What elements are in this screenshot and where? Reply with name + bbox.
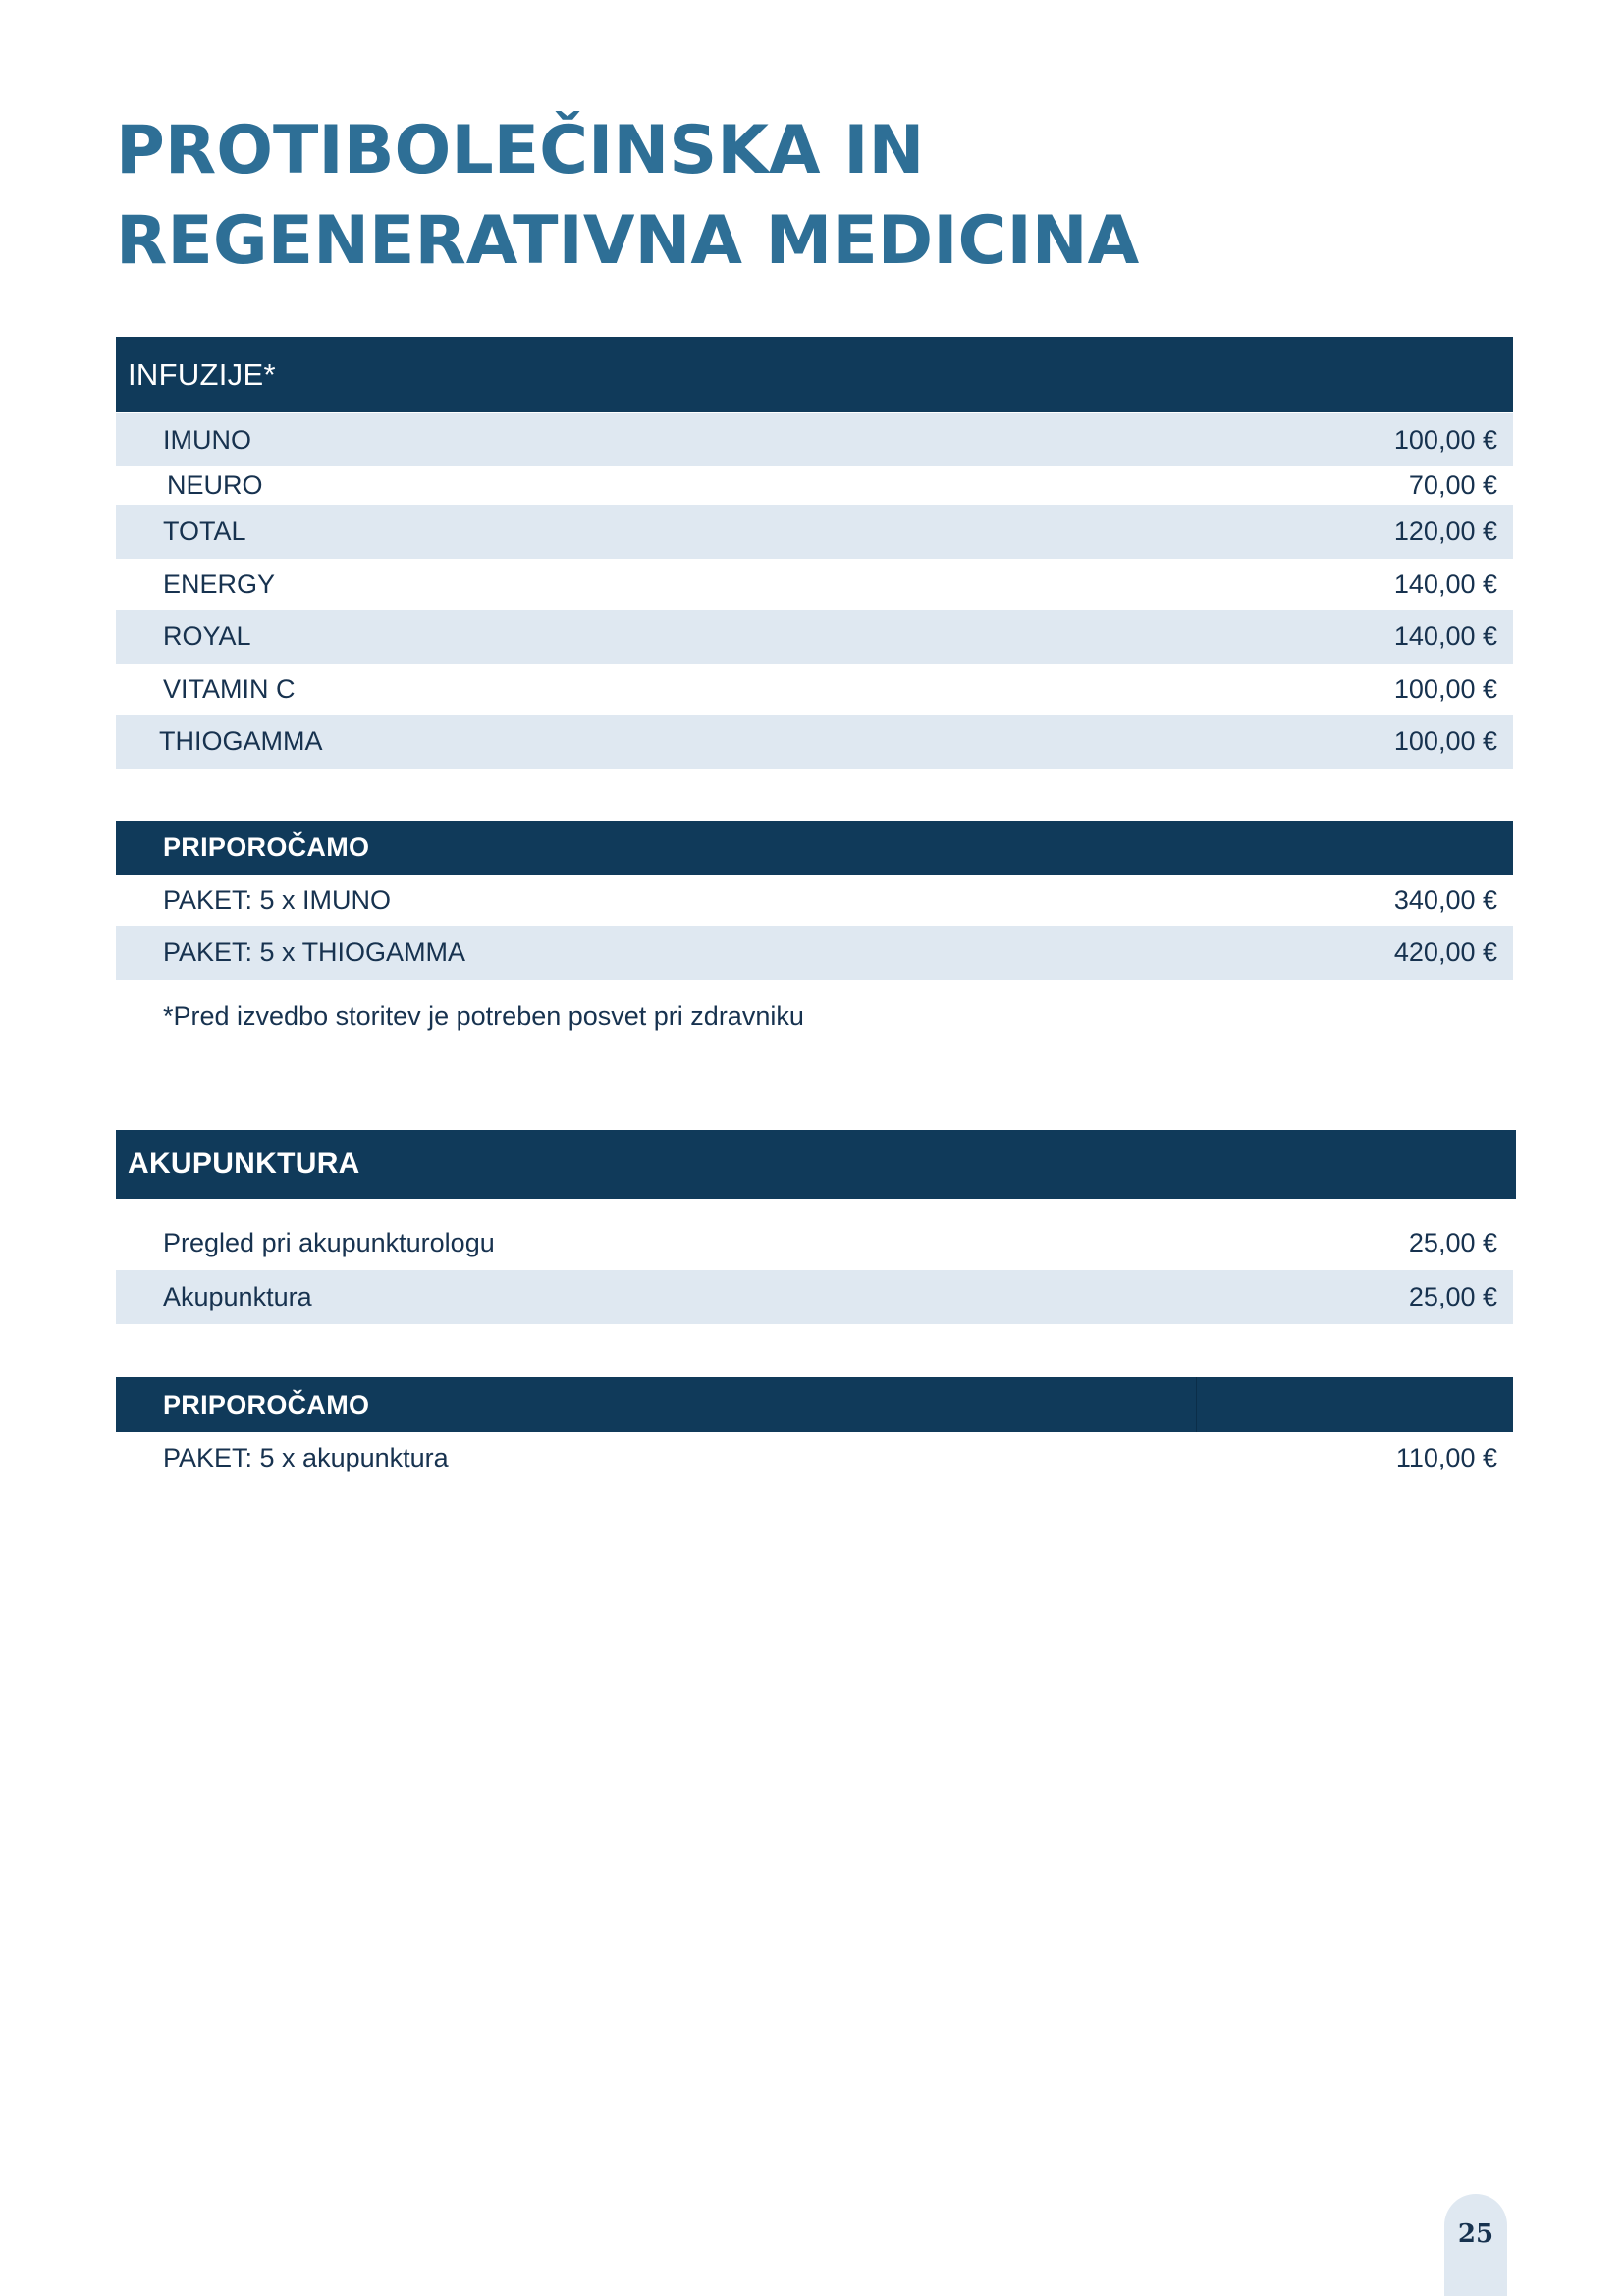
service-name: PAKET: 5 x THIOGAMMA <box>163 937 466 967</box>
service-name: THIOGAMMA <box>159 726 323 756</box>
service-name: PAKET: 5 x akupunktura <box>163 1442 449 1472</box>
service-name: PAKET: 5 x IMUNO <box>163 884 392 915</box>
footnote: *Pred izvedbo storitev je potreben posvet pri zdravniku <box>163 1001 804 1031</box>
section-header-infuzije <box>116 337 1513 412</box>
section-header-priporocamo <box>116 821 1513 875</box>
section-header-akupunktura <box>116 1130 1516 1199</box>
section-header-label: PRIPOROČAMO <box>163 832 370 862</box>
price-row-paket-akupunktura <box>116 1432 1513 1483</box>
service-price: 420,00 € <box>1393 937 1497 967</box>
service-price: 25,00 € <box>1408 1282 1497 1311</box>
service-name: IMUNO <box>163 424 251 454</box>
service-name: Akupunktura <box>163 1282 312 1311</box>
price-row-vitamin-c <box>116 664 1513 715</box>
section-header-label: PRIPOROČAMO <box>163 1389 370 1419</box>
service-price: 100,00 € <box>1393 424 1497 454</box>
service-name: TOTAL <box>163 516 246 546</box>
price-row-thiogamma <box>116 715 1513 769</box>
service-price: 140,00 € <box>1393 621 1497 651</box>
price-row-neuro <box>116 466 1513 505</box>
page-number: 25 <box>1444 2194 1507 2296</box>
price-row-total <box>116 505 1513 559</box>
service-name: Pregled pri akupunkturologu <box>163 1227 495 1257</box>
section-header-label: INFUZIJE* <box>128 356 276 392</box>
service-name: ENERGY <box>163 568 276 599</box>
service-name: NEURO <box>167 470 263 500</box>
price-row-imuno <box>116 413 1513 466</box>
section-header-priporocamo-akupunktura <box>116 1377 1513 1432</box>
service-price: 100,00 € <box>1393 726 1497 756</box>
price-row-royal <box>116 610 1513 664</box>
service-price: 25,00 € <box>1408 1227 1497 1257</box>
price-row-energy <box>116 559 1513 610</box>
service-price: 120,00 € <box>1393 516 1497 546</box>
service-name: VITAMIN C <box>163 673 296 704</box>
section-header-label: AKUPUNKTURA <box>128 1148 360 1180</box>
price-row-akupunktura <box>116 1270 1513 1324</box>
service-price: 110,00 € <box>1395 1442 1497 1472</box>
service-price: 340,00 € <box>1393 884 1497 915</box>
price-row-pregled <box>116 1217 1513 1268</box>
service-price: 100,00 € <box>1393 673 1497 704</box>
page-title: PROTIBOLEČINSKA IN REGENERATIVNA MEDICINA <box>116 112 1140 280</box>
service-price: 70,00 € <box>1408 470 1497 500</box>
header-divider <box>1196 1377 1197 1432</box>
price-row-paket-thiogamma <box>116 926 1513 980</box>
service-price: 140,00 € <box>1393 568 1497 599</box>
service-name: ROYAL <box>163 621 251 651</box>
price-row-paket-imuno <box>116 875 1513 926</box>
